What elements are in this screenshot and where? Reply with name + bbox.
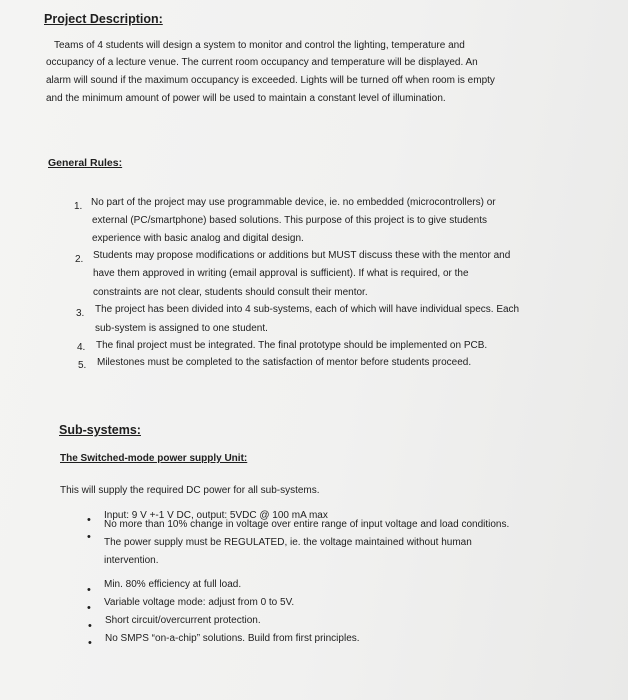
- rule-line: have them approved in writing (email approval is sufficient). If what is required, or the: [93, 268, 469, 279]
- description-line: Teams of 4 students will design a system to monitor and control the lighting, temperature and: [54, 40, 465, 51]
- rule-line: external (PC/smartphone) based solutions. This purpose of this project is to give students: [92, 215, 488, 226]
- smps-heading: The Switched-mode power supply Unit:: [60, 453, 248, 464]
- bullet-icon: •: [88, 637, 92, 649]
- rule-line: The project has been divided into 4 sub-systems, each of which will have individual specs. Each: [95, 304, 520, 315]
- rule-line: No part of the project may use programmable device, ie. no embedded (microcontrollers) or: [91, 197, 496, 208]
- bullet-icon: •: [87, 584, 91, 596]
- rule-line: constraints are not clear, students should consult their mentor.: [93, 287, 368, 298]
- bullet-icon: •: [87, 602, 91, 614]
- bullet-icon: •: [88, 620, 92, 632]
- rule-line: sub-system is assigned to one student.: [95, 323, 268, 334]
- rule-line: The final project must be integrated. The final prototype should be implemented on PCB.: [96, 340, 488, 351]
- smps-intro: This will supply the required DC power for all sub-systems.: [60, 485, 320, 496]
- bullet-line: The power supply must be REGULATED, ie. the voltage maintained without human: [104, 537, 472, 548]
- rule-number: 4.: [77, 342, 86, 353]
- rule-line: experience with basic analog and digital design.: [92, 233, 304, 244]
- description-line: occupancy of a lecture venue. The current room occupancy and temperature will be displayed. An: [46, 57, 478, 68]
- rule-line: Students may propose modifications or additions but MUST discuss these with the mentor and: [93, 250, 511, 261]
- rule-line: Milestones must be completed to the satisfaction of mentor before students proceed.: [97, 357, 472, 368]
- bullet-icon: •: [87, 514, 91, 526]
- description-line: and the minimum amount of power will be used to maintain a constant level of illumination.: [46, 93, 446, 104]
- rule-number: 2.: [75, 254, 84, 265]
- rule-number: 5.: [78, 360, 87, 371]
- general-rules-heading: General Rules:: [48, 157, 123, 169]
- project-description-heading: Project Description:: [44, 12, 163, 26]
- bullet-line: Min. 80% efficiency at full load.: [104, 579, 242, 590]
- rule-number: 3.: [76, 308, 85, 319]
- bullet-line: intervention.: [104, 555, 159, 566]
- bullet-line: Variable voltage mode: adjust from 0 to 5V.: [104, 597, 295, 608]
- bullet-line: Input: 9 V +-1 V DC, output: 5VDC @ 100 mA max: [104, 510, 328, 521]
- bullet-line: No SMPS “on-a-chip” solutions. Build from first principles.: [105, 633, 360, 644]
- sub-systems-heading: Sub-systems:: [59, 423, 141, 437]
- bullet-line: No more than 10% change in voltage over entire range of input voltage and load conditions.: [104, 519, 510, 530]
- description-line: alarm will sound if the maximum occupancy is exceeded. Lights will be turned off when room is empty: [46, 75, 495, 86]
- rule-number: 1.: [74, 201, 83, 212]
- bullet-line: Short circuit/overcurrent protection.: [105, 615, 261, 626]
- bullet-icon: •: [87, 531, 91, 543]
